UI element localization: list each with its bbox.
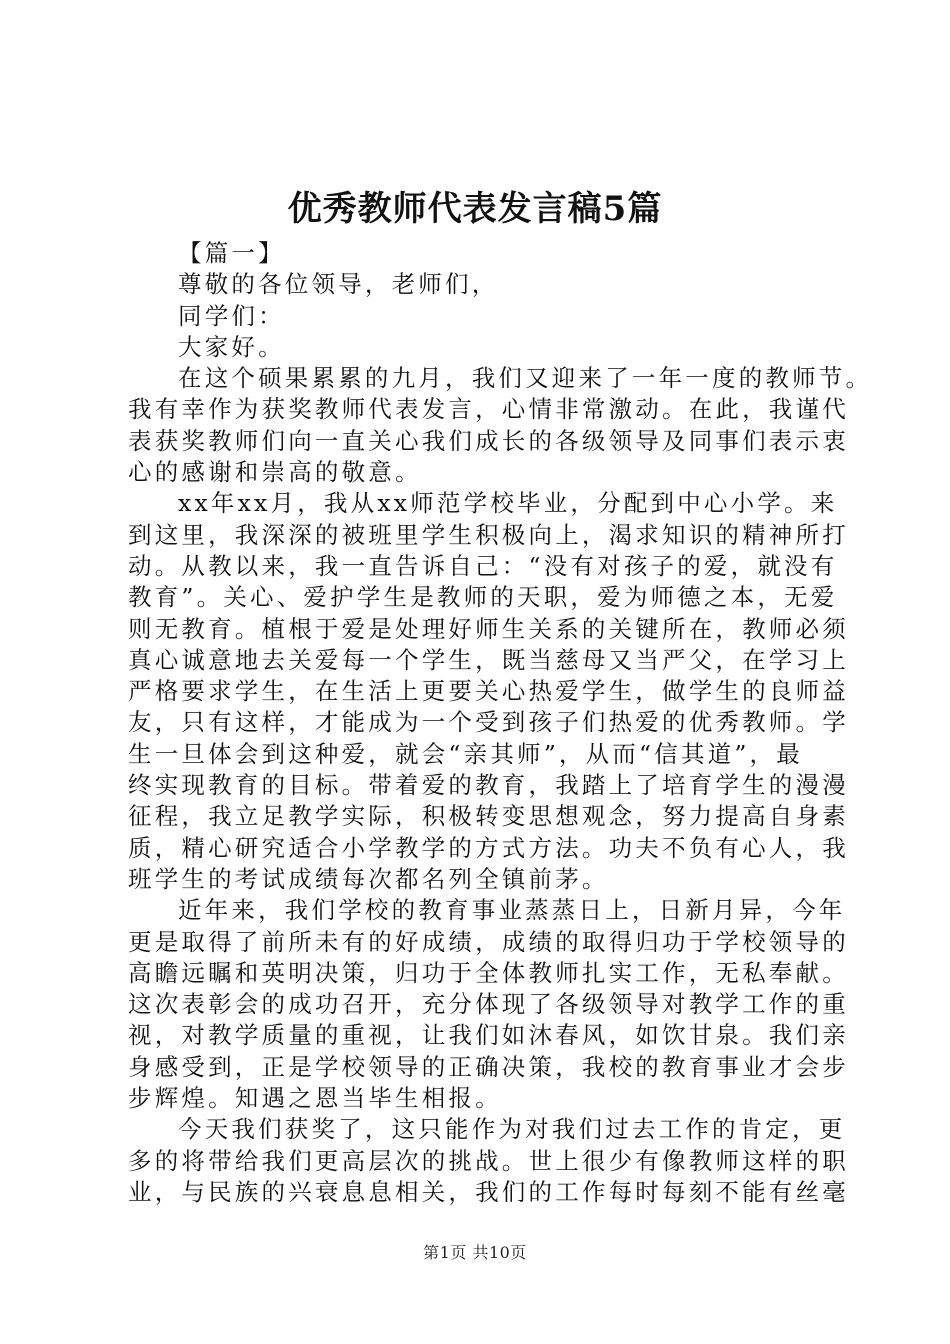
paragraph-line: 高瞻远瞩和英明决策，归功于全体教师扎实工作，无私奉献。 (128, 958, 849, 987)
page-footer: 第1页 共10页 (423, 1243, 527, 1262)
paragraph-line: 生一旦体会到这种爱，就会“亲其师”，从而“信其道”，最 (128, 739, 803, 768)
paragraph-line: 心的感谢和崇高的敬意。 (128, 458, 422, 487)
paragraph-line: 视，对教学质量的重视，让我们如沐春风，如饮甘泉。我们亲 (128, 1021, 849, 1050)
paragraph-line: 教育”。关心、爱护学生是教师的天职，爱为师德之本，无爱 (128, 583, 838, 612)
salutation-line: 同学们： (178, 301, 285, 330)
paragraph-line: 质，精心研究适合小学教学的方式方法。功夫不负有心人，我 (128, 833, 849, 862)
paragraph-line: 业，与民族的兴衰息息相关，我们的工作每时每刻不能有丝毫 (128, 1177, 849, 1206)
paragraph-line: 更是取得了前所未有的好成绩，成绩的取得归功于学校领导的 (128, 927, 849, 956)
paragraph-line: 征程，我立足教学实际，积极转变思想观念，努力提高自身素 (128, 802, 849, 831)
section-heading: 【篇一】 (178, 239, 285, 267)
paragraph-line: 步辉煌。知遇之恩当毕生相报。 (128, 1084, 502, 1113)
document-title: 优秀教师代表发言稿5篇 (287, 189, 663, 229)
paragraph-line: 真心诚意地去关爱每一个学生，既当慈母又当严父，在学习上 (128, 645, 849, 674)
paragraph-line: 多的将带给我们更高层次的挑战。世上很少有像教师这样的职 (128, 1146, 849, 1175)
paragraph-line: 在这个硕果累累的九月，我们又迎来了一年一度的教师节。 (178, 364, 873, 393)
paragraph-line: 近年来，我们学校的教育事业蒸蒸日上，日新月异，今年 (178, 896, 846, 925)
paragraph-line: 则无教育。植根于爱是处理好师生关系的关键所在，教师必须 (128, 614, 849, 643)
paragraph-line: 终实现教育的目标。带着爱的教育，我踏上了培育学生的漫漫 (128, 771, 849, 800)
paragraph-line: 我有幸作为获奖教师代表发言，心情非常激动。在此，我谨代 (128, 395, 849, 424)
document-body (128, 238, 873, 1208)
paragraph-line: 班学生的考试成绩每次都名列全镇前茅。 (128, 864, 609, 893)
paragraph-line: 这次表彰会的成功召开，充分体现了各级领导对教学工作的重 (128, 990, 849, 1019)
paragraph-line: 表获奖教师们向一直关心我们成长的各级领导及同事们表示衷 (128, 426, 849, 455)
paragraph-line: xx年xx月，我从xx师范学校毕业，分配到中心小学。来 (178, 489, 838, 518)
salutation-line: 尊敬的各位领导，老师们， (178, 270, 499, 299)
paragraph-line: 严格要求学生，在生活上更要关心热爱学生，做学生的良师益 (128, 677, 849, 706)
greeting-line: 大家好。 (178, 332, 285, 361)
paragraph-line: 动。从教以来，我一直告诉自己：“没有对孩子的爱，就没有 (128, 551, 838, 580)
paragraph-line: 身感受到，正是学校领导的正确决策，我校的教育事业才会步 (128, 1052, 849, 1081)
paragraph-line: 今天我们获奖了，这只能作为对我们过去工作的肯定，更 (178, 1115, 846, 1144)
paragraph-line: 友，只有这样，才能成为一个受到孩子们热爱的优秀教师。学 (128, 708, 849, 737)
paragraph-line: 到这里，我深深的被班里学生积极向上，渴求知识的精神所打 (128, 520, 849, 549)
